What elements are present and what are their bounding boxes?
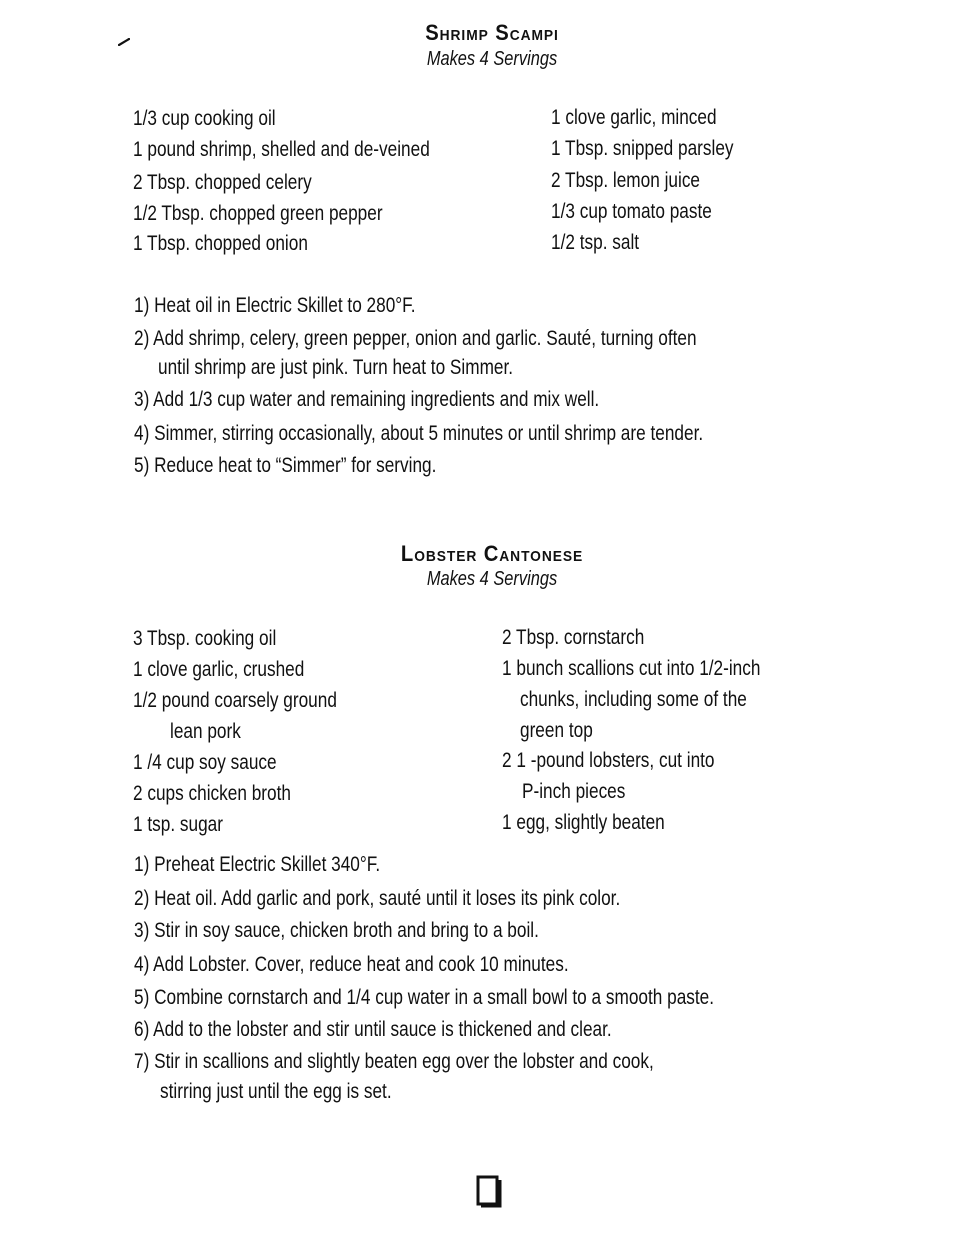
instruction-step: 2) Add shrimp, celery, green pepper, onion and garlic. Sauté, turning often xyxy=(134,327,697,350)
instruction-step-continued: until shrimp are just pink. Turn heat to Simmer. xyxy=(158,356,514,379)
ingredient: 1 bunch scallions cut into 1/2-inch xyxy=(502,657,761,680)
instruction-step: 2) Heat oil. Add garlic and pork, sauté until it loses its pink color. xyxy=(134,887,621,910)
ingredient: 2 Tbsp. lemon juice xyxy=(551,169,701,192)
ingredient: 1 Tbsp. chopped onion xyxy=(133,232,308,255)
instruction-step: 7) Stir in scallions and slightly beaten egg over the lobster and cook, xyxy=(134,1050,654,1073)
ingredient: 1 egg, slightly beaten xyxy=(502,811,665,834)
ingredient: 2 Tbsp. cornstarch xyxy=(502,626,645,649)
ingredient-continued: P-inch pieces xyxy=(522,780,626,803)
ingredient: 1 Tbsp. snipped parsley xyxy=(551,137,734,160)
instruction-step: 3) Stir in soy sauce, chicken broth and bring to a boil. xyxy=(134,919,539,942)
instruction-step: 1) Preheat Electric Skillet 340°F. xyxy=(134,853,381,876)
recipe-title-lobster-cantonese: Lobster Cantonese xyxy=(400,541,584,566)
ingredient: 3 Tbsp. cooking oil xyxy=(133,627,277,650)
ingredient: 1 /4 cup soy sauce xyxy=(133,751,277,774)
instruction-step: 3) Add 1/3 cup water and remaining ingredients and mix well. xyxy=(134,388,600,411)
ingredient: 1/2 Tbsp. chopped green pepper xyxy=(133,202,383,225)
ingredient: 1/3 cup tomato paste xyxy=(551,200,712,223)
ingredient-continued: green top xyxy=(520,719,593,742)
ingredient-continued: lean pork xyxy=(170,720,241,743)
instruction-step: 4) Simmer, stirring occasionally, about 5 minutes or until shrimp are tender. xyxy=(134,422,704,445)
instruction-step-continued: stirring just until the egg is set. xyxy=(160,1080,392,1103)
servings-shrimp-scampi: Makes 4 Servings xyxy=(426,48,558,70)
ingredient: 1 pound shrimp, shelled and de-veined xyxy=(133,138,430,161)
servings-lobster-cantonese: Makes 4 Servings xyxy=(426,568,558,590)
instruction-step: 5) Reduce heat to “Simmer” for serving. xyxy=(134,454,437,477)
ingredient: 1 tsp. sugar xyxy=(133,813,223,836)
ingredient: 2 cups chicken broth xyxy=(133,782,291,805)
page-end-box-icon xyxy=(476,1175,502,1209)
instruction-step: 5) Combine cornstarch and 1/4 cup water in a small bowl to a smooth paste. xyxy=(134,986,715,1009)
ingredient: 1/3 cup cooking oil xyxy=(133,107,276,130)
ingredient: 1/2 pound coarsely ground xyxy=(133,689,337,712)
ingredient: 2 1 -pound lobsters, cut into xyxy=(502,749,715,772)
ingredient: 1 clove garlic, minced xyxy=(551,106,717,129)
ingredient-continued: chunks, including some of the xyxy=(520,688,747,711)
recipe-title-shrimp-scampi: Shrimp Scampi xyxy=(425,20,559,45)
instruction-step: 1) Heat oil in Electric Skillet to 280°F. xyxy=(134,294,416,317)
ingredient: 2 Tbsp. chopped celery xyxy=(133,171,312,194)
instruction-step: 6) Add to the lobster and stir until sauce is thickened and clear. xyxy=(134,1018,612,1041)
instruction-step: 4) Add Lobster. Cover, reduce heat and cook 10 minutes. xyxy=(134,953,569,976)
ingredient: 1 clove garlic, crushed xyxy=(133,658,305,681)
ingredient: 1/2 tsp. salt xyxy=(551,231,640,254)
